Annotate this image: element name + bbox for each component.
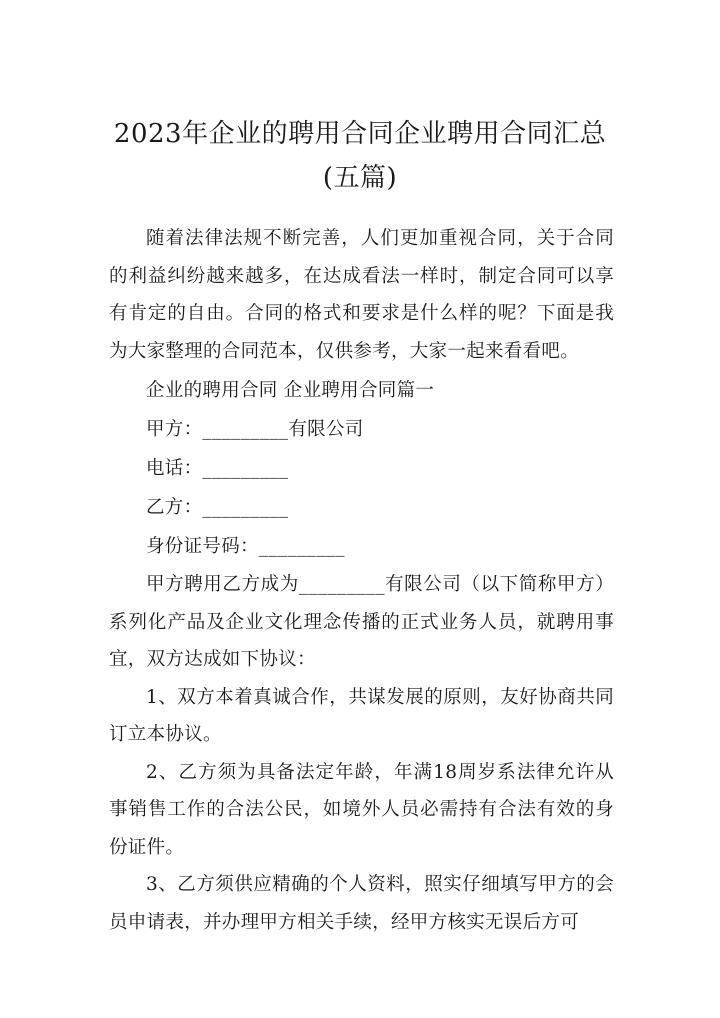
preamble-paragraph: 甲方聘用乙方成为_________有限公司（以下简称甲方）系列化产品及企业文化理念传播的正式业务人员，就聘用事宜，双方达成如下协议： — [109, 574, 614, 670]
party-b-field: 乙方：_________ — [146, 497, 289, 518]
title-line-2: (五篇) — [322, 163, 398, 193]
id-number-field: 身份证号码：_________ — [146, 536, 345, 557]
phone-field: 电话：_________ — [146, 458, 289, 479]
party-a-field: 甲方：_________有限公司 — [146, 419, 364, 440]
document-body — [109, 220, 614, 941]
document-title — [0, 112, 720, 200]
clause-2: 2、乙方须为具备法定年龄，年满18周岁系法律允许从事销售工作的合法公民，如境外人员必需持有合法有效的身份证件。 — [109, 761, 614, 858]
title-line-1: 2023年企业的聘用合同企业聘用合同汇总 — [113, 119, 607, 149]
clause-1: 1、双方本着真诚合作，共谋发展的原则，友好协商共同订立本协议。 — [109, 686, 614, 745]
section-heading: 企业的聘用合同 企业聘用合同篇一 — [146, 380, 435, 401]
clause-3: 3、乙方须供应精确的个人资料，照实仔细填写甲方的会员申请表，并办理甲方相关手续，经甲方核实无误后方可 — [109, 874, 614, 933]
intro-paragraph: 随着法律法规不断完善，人们更加重视合同，关于合同的利益纠纷越来越多，在达成看法一样时，制定合同可以享有肯定的自由。合同的格式和要求是什么样的呢？下面是我为大家整理的合同范本，仅供参考，大家一起来看看吧。 — [109, 228, 614, 362]
